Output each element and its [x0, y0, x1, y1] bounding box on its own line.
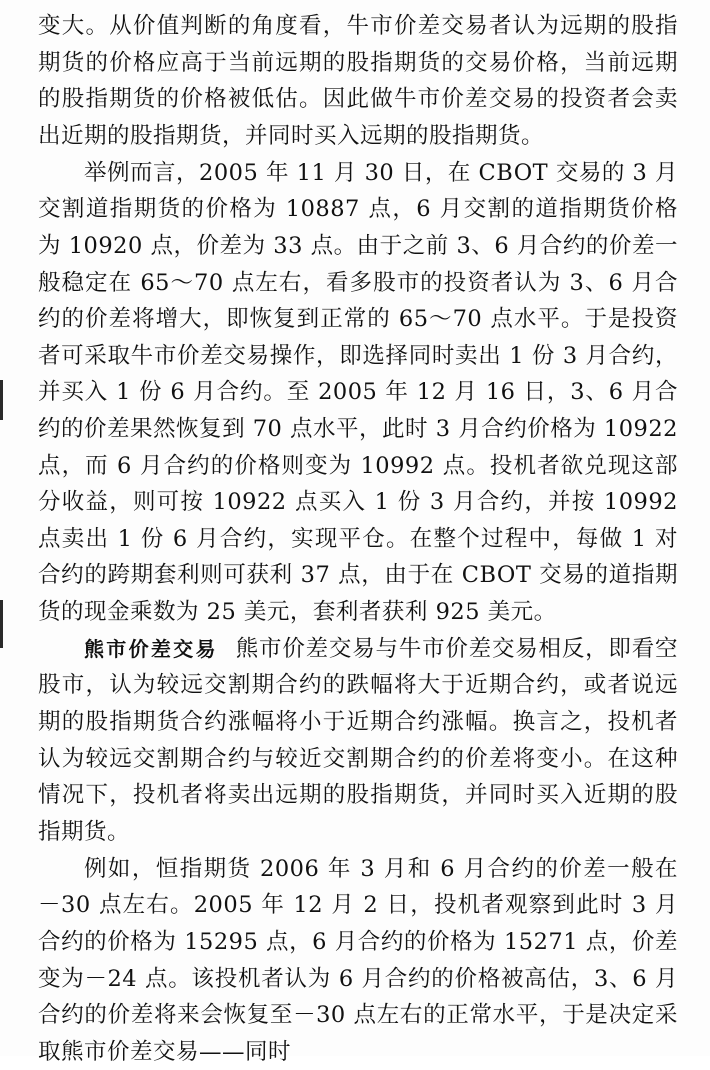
paragraph-text: 熊市价差交易与牛市价差交易相反，即看空股市，认为较远交割期合约的跌幅将大于近期合约，或者说远期的股指期货合约涨幅将小于近期合约涨幅。换言之，投机者认为较远交割期合约与较近交割期合约的价差将变小。在这种情况下，投机者将卖出远期的股指期货，并同时买入近期的股指期货。: [38, 635, 678, 845]
binding-shadow-top: [0, 380, 3, 420]
paragraph-text: 例如，恒指期货 2006 年 3 月和 6 月合约的价差一般在－30 点左右。2005 年 12 月 2 日，投机者观察到此时 3 月合约的价格为 15295 点，6 月合约的价格为 15271 点，价差变为－24 点。该投机者认为 6 月合约的价格被高估，3、6 月合约的价差将来会恢复至－30 点左右的正常水平，于是决定采取熊市价差交易——同时: [38, 855, 678, 1065]
body-text: [38, 8, 678, 1070]
paragraph-text: 变大。从价值判断的角度看，牛市价差交易者认为远期的股指期货的价格应高于当前远期的股指期货的交易价格，当前远期的股指期货的价格被低估。因此做牛市价差交易的投资者会卖出近期的股指期货，并同时买入远期的股指期货。: [38, 13, 678, 149]
paragraph-bear-spread-definition: [38, 631, 678, 851]
paragraph-bull-spread-example: [38, 155, 678, 631]
binding-shadow-bottom: [0, 600, 3, 648]
paragraph-bear-spread-example: [38, 851, 678, 1070]
paragraph-text: 举例而言，2005 年 11 月 30 日，在 CBOT 交易的 3 月交割道指期货的价格为 10887 点，6 月交割的道指期货价格为 10920 点，价差为 33 点。由于之前 3、6 月合约的价差一般稳定在 65～70 点左右，看多股市的投资者认为 3、6 月合约的价差将增大，即恢复到正常的 65～70 点水平。于是投资者可采取牛市价差交易操作，即选择同时卖出 1 份 3 月合约，并买入 1 份 6 月合约。至 2005 年 12 月 16 日，3、6 月合约的价差果然恢复到 70 点水平，此时 3 月合约价格为 10922 点，而 6 月合约的价格则变为 10992 点。投机者欲兑现这部分收益，则可按 10922 点买入 1 份 3 月合约，并按 10992 点卖出 1 份 6 月合约，实现平仓。在整个过程中，每做 1 对合约的跨期套利则可获利 37 点，由于在 CBOT 交易的道指期货的现金乘数为 25 美元，套利者获利 925 美元。: [38, 159, 678, 625]
paragraph-bull-spread-conclusion: [38, 8, 678, 154]
run-in-heading: 熊市价差交易: [84, 636, 218, 661]
